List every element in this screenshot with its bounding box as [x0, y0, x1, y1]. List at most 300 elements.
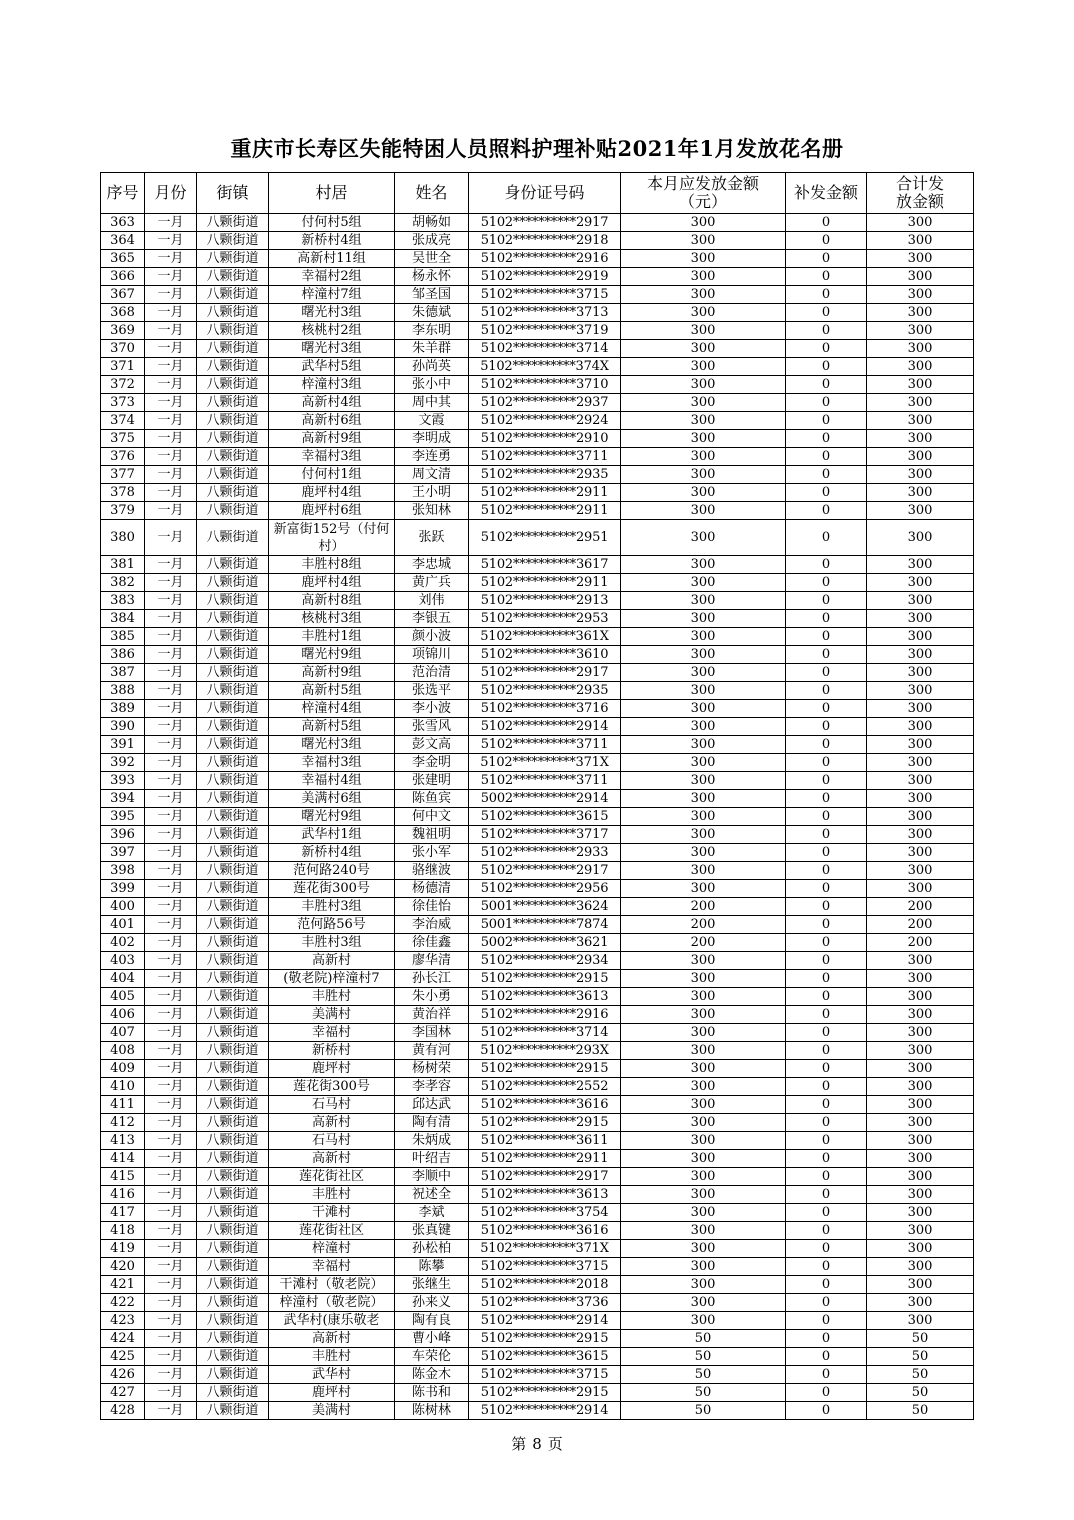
cell-name: 张知林 — [395, 502, 469, 520]
cell-id-number: 5102**********3715 — [469, 286, 621, 304]
cell-month: 一月 — [145, 1006, 197, 1024]
column-header: 序号 — [101, 173, 145, 214]
cell-village: 鹿坪村 — [269, 1384, 395, 1402]
cell-name: 朱德斌 — [395, 304, 469, 322]
cell-monthly-amount: 300 — [621, 1132, 786, 1150]
cell-street: 八颗街道 — [197, 430, 269, 448]
cell-id-number: 5102**********2937 — [469, 394, 621, 412]
table-row — [101, 772, 974, 790]
table-row — [101, 916, 974, 934]
cell-seq: 424 — [101, 1330, 145, 1348]
cell-id-number: 5102**********3615 — [469, 1348, 621, 1366]
cell-month: 一月 — [145, 232, 197, 250]
cell-name: 陈攀 — [395, 1258, 469, 1276]
cell-name: 颜小波 — [395, 628, 469, 646]
cell-id-number: 5102**********3736 — [469, 1294, 621, 1312]
cell-monthly-amount: 50 — [621, 1348, 786, 1366]
cell-back-pay: 0 — [786, 916, 867, 934]
column-header: 村居 — [269, 173, 395, 214]
cell-total: 300 — [867, 772, 974, 790]
cell-monthly-amount: 300 — [621, 1258, 786, 1276]
cell-village: 高新村11组 — [269, 250, 395, 268]
cell-month: 一月 — [145, 286, 197, 304]
cell-month: 一月 — [145, 700, 197, 718]
table-row — [101, 250, 974, 268]
cell-total: 300 — [867, 790, 974, 808]
table-row — [101, 304, 974, 322]
table-row — [101, 1078, 974, 1096]
cell-id-number: 5102**********3613 — [469, 1186, 621, 1204]
cell-name: 陶有良 — [395, 1312, 469, 1330]
cell-back-pay: 0 — [786, 772, 867, 790]
cell-name: 刘伟 — [395, 592, 469, 610]
cell-seq: 403 — [101, 952, 145, 970]
cell-back-pay: 0 — [786, 430, 867, 448]
table-row — [101, 484, 974, 502]
cell-monthly-amount: 300 — [621, 1312, 786, 1330]
cell-total: 300 — [867, 880, 974, 898]
cell-total: 300 — [867, 592, 974, 610]
cell-street: 八颗街道 — [197, 448, 269, 466]
cell-village: 鹿坪村4组 — [269, 484, 395, 502]
cell-monthly-amount: 300 — [621, 1096, 786, 1114]
cell-village: 高新村5组 — [269, 682, 395, 700]
table-row — [101, 862, 974, 880]
cell-id-number: 5102**********2934 — [469, 952, 621, 970]
cell-total: 300 — [867, 1060, 974, 1078]
cell-name: 廖华清 — [395, 952, 469, 970]
cell-village: 幸福村2组 — [269, 268, 395, 286]
table-row — [101, 448, 974, 466]
cell-back-pay: 0 — [786, 1240, 867, 1258]
cell-name: 邱达武 — [395, 1096, 469, 1114]
cell-village: 丰胜村 — [269, 988, 395, 1006]
cell-name: 徐佳怡 — [395, 898, 469, 916]
cell-month: 一月 — [145, 448, 197, 466]
cell-back-pay: 0 — [786, 1114, 867, 1132]
cell-monthly-amount: 300 — [621, 862, 786, 880]
cell-village: 梓潼村 — [269, 1240, 395, 1258]
cell-monthly-amount: 300 — [621, 268, 786, 286]
cell-back-pay: 0 — [786, 1186, 867, 1204]
cell-street: 八颗街道 — [197, 970, 269, 988]
cell-back-pay: 0 — [786, 952, 867, 970]
cell-monthly-amount: 300 — [621, 1168, 786, 1186]
table-row — [101, 970, 974, 988]
cell-street: 八颗街道 — [197, 286, 269, 304]
cell-village: 石马村 — [269, 1096, 395, 1114]
cell-month: 一月 — [145, 898, 197, 916]
cell-back-pay: 0 — [786, 394, 867, 412]
table-row — [101, 268, 974, 286]
cell-back-pay: 0 — [786, 736, 867, 754]
cell-monthly-amount: 300 — [621, 502, 786, 520]
cell-seq: 373 — [101, 394, 145, 412]
cell-village: 美满村6组 — [269, 790, 395, 808]
cell-id-number: 5102**********3617 — [469, 556, 621, 574]
cell-village: 高新村6组 — [269, 412, 395, 430]
cell-id-number: 5102**********2915 — [469, 1060, 621, 1078]
cell-id-number: 5102**********3714 — [469, 1024, 621, 1042]
cell-back-pay: 0 — [786, 520, 867, 556]
cell-month: 一月 — [145, 1294, 197, 1312]
table-row — [101, 232, 974, 250]
cell-total: 300 — [867, 448, 974, 466]
cell-monthly-amount: 300 — [621, 754, 786, 772]
cell-back-pay: 0 — [786, 754, 867, 772]
cell-street: 八颗街道 — [197, 988, 269, 1006]
cell-name: 李斌 — [395, 1204, 469, 1222]
cell-back-pay: 0 — [786, 574, 867, 592]
table-row — [101, 214, 974, 232]
cell-name: 车荣伦 — [395, 1348, 469, 1366]
cell-name: 陶有清 — [395, 1114, 469, 1132]
cell-month: 一月 — [145, 304, 197, 322]
cell-back-pay: 0 — [786, 358, 867, 376]
cell-street: 八颗街道 — [197, 214, 269, 232]
cell-monthly-amount: 300 — [621, 988, 786, 1006]
roster-table — [100, 172, 974, 1420]
cell-monthly-amount: 300 — [621, 970, 786, 988]
cell-month: 一月 — [145, 1276, 197, 1294]
cell-street: 八颗街道 — [197, 1258, 269, 1276]
cell-name: 杨德清 — [395, 880, 469, 898]
cell-back-pay: 0 — [786, 286, 867, 304]
cell-total: 300 — [867, 1222, 974, 1240]
cell-total: 300 — [867, 718, 974, 736]
cell-back-pay: 0 — [786, 1258, 867, 1276]
cell-total: 300 — [867, 376, 974, 394]
cell-back-pay: 0 — [786, 826, 867, 844]
cell-monthly-amount: 300 — [621, 718, 786, 736]
cell-back-pay: 0 — [786, 664, 867, 682]
cell-name: 祝述全 — [395, 1186, 469, 1204]
table-row — [101, 754, 974, 772]
cell-back-pay: 0 — [786, 1060, 867, 1078]
cell-back-pay: 0 — [786, 862, 867, 880]
cell-monthly-amount: 300 — [621, 1186, 786, 1204]
cell-village: 范何路240号 — [269, 862, 395, 880]
column-header: 身份证号码 — [469, 173, 621, 214]
cell-month: 一月 — [145, 394, 197, 412]
cell-back-pay: 0 — [786, 1168, 867, 1186]
cell-monthly-amount: 300 — [621, 430, 786, 448]
cell-name: 周文清 — [395, 466, 469, 484]
cell-seq: 418 — [101, 1222, 145, 1240]
cell-total: 300 — [867, 1096, 974, 1114]
cell-monthly-amount: 300 — [621, 448, 786, 466]
cell-name: 张小军 — [395, 844, 469, 862]
table-row — [101, 394, 974, 412]
cell-street: 八颗街道 — [197, 1294, 269, 1312]
cell-month: 一月 — [145, 574, 197, 592]
cell-name: 张真键 — [395, 1222, 469, 1240]
cell-street: 八颗街道 — [197, 772, 269, 790]
cell-seq: 364 — [101, 232, 145, 250]
cell-seq: 384 — [101, 610, 145, 628]
cell-seq: 404 — [101, 970, 145, 988]
cell-seq: 392 — [101, 754, 145, 772]
cell-name: 张成亮 — [395, 232, 469, 250]
cell-id-number: 5102**********2917 — [469, 664, 621, 682]
cell-monthly-amount: 300 — [621, 520, 786, 556]
cell-back-pay: 0 — [786, 1150, 867, 1168]
cell-id-number: 5102**********2916 — [469, 250, 621, 268]
cell-total: 300 — [867, 952, 974, 970]
cell-month: 一月 — [145, 412, 197, 430]
cell-village: (敬老院)梓潼村7 — [269, 970, 395, 988]
cell-month: 一月 — [145, 1114, 197, 1132]
cell-id-number: 5102**********3610 — [469, 646, 621, 664]
cell-seq: 401 — [101, 916, 145, 934]
cell-total: 50 — [867, 1330, 974, 1348]
cell-month: 一月 — [145, 250, 197, 268]
cell-name: 张继生 — [395, 1276, 469, 1294]
cell-monthly-amount: 300 — [621, 826, 786, 844]
cell-street: 八颗街道 — [197, 268, 269, 286]
cell-seq: 396 — [101, 826, 145, 844]
cell-month: 一月 — [145, 1096, 197, 1114]
table-row — [101, 1384, 974, 1402]
cell-month: 一月 — [145, 556, 197, 574]
cell-village: 梓潼村4组 — [269, 700, 395, 718]
cell-village: 武华村 — [269, 1366, 395, 1384]
cell-village: 武华村5组 — [269, 358, 395, 376]
table-row — [101, 1024, 974, 1042]
table-row — [101, 1096, 974, 1114]
cell-total: 50 — [867, 1384, 974, 1402]
cell-total: 300 — [867, 484, 974, 502]
cell-street: 八颗街道 — [197, 232, 269, 250]
cell-monthly-amount: 300 — [621, 232, 786, 250]
table-header-row — [101, 173, 974, 214]
cell-monthly-amount: 300 — [621, 880, 786, 898]
cell-street: 八颗街道 — [197, 1312, 269, 1330]
table-row — [101, 646, 974, 664]
cell-id-number: 5102**********2916 — [469, 1006, 621, 1024]
cell-village: 高新村9组 — [269, 664, 395, 682]
cell-name: 吴世全 — [395, 250, 469, 268]
table-row — [101, 358, 974, 376]
cell-back-pay: 0 — [786, 340, 867, 358]
cell-street: 八颗街道 — [197, 322, 269, 340]
cell-month: 一月 — [145, 1384, 197, 1402]
cell-seq: 386 — [101, 646, 145, 664]
cell-name: 孙尚英 — [395, 358, 469, 376]
cell-monthly-amount: 200 — [621, 916, 786, 934]
cell-back-pay: 0 — [786, 1132, 867, 1150]
cell-month: 一月 — [145, 790, 197, 808]
cell-street: 八颗街道 — [197, 358, 269, 376]
table-row — [101, 700, 974, 718]
cell-id-number: 5102**********2018 — [469, 1276, 621, 1294]
cell-month: 一月 — [145, 934, 197, 952]
cell-month: 一月 — [145, 970, 197, 988]
cell-id-number: 5102**********3615 — [469, 808, 621, 826]
table-row — [101, 1042, 974, 1060]
cell-total: 300 — [867, 1312, 974, 1330]
cell-month: 一月 — [145, 916, 197, 934]
cell-seq: 427 — [101, 1384, 145, 1402]
cell-village: 高新村8组 — [269, 592, 395, 610]
column-header: 补发金额 — [786, 173, 867, 214]
cell-name: 杨树荣 — [395, 1060, 469, 1078]
cell-back-pay: 0 — [786, 1078, 867, 1096]
cell-total: 300 — [867, 1240, 974, 1258]
cell-seq: 395 — [101, 808, 145, 826]
cell-seq: 372 — [101, 376, 145, 394]
cell-village: 丰胜村3组 — [269, 934, 395, 952]
cell-month: 一月 — [145, 520, 197, 556]
cell-id-number: 5102**********2915 — [469, 1330, 621, 1348]
cell-back-pay: 0 — [786, 1024, 867, 1042]
cell-street: 八颗街道 — [197, 610, 269, 628]
cell-id-number: 5102**********2552 — [469, 1078, 621, 1096]
cell-street: 八颗街道 — [197, 1222, 269, 1240]
table-row — [101, 664, 974, 682]
table-row — [101, 1168, 974, 1186]
cell-seq: 385 — [101, 628, 145, 646]
cell-seq: 410 — [101, 1078, 145, 1096]
cell-month: 一月 — [145, 952, 197, 970]
cell-street: 八颗街道 — [197, 700, 269, 718]
cell-id-number: 5102**********3616 — [469, 1222, 621, 1240]
cell-street: 八颗街道 — [197, 1114, 269, 1132]
cell-total: 200 — [867, 898, 974, 916]
table-row — [101, 1222, 974, 1240]
cell-month: 一月 — [145, 754, 197, 772]
cell-back-pay: 0 — [786, 700, 867, 718]
cell-name: 李连勇 — [395, 448, 469, 466]
cell-monthly-amount: 300 — [621, 736, 786, 754]
table-row — [101, 898, 974, 916]
cell-back-pay: 0 — [786, 232, 867, 250]
cell-seq: 402 — [101, 934, 145, 952]
table-row — [101, 1114, 974, 1132]
cell-name: 李小波 — [395, 700, 469, 718]
cell-total: 300 — [867, 394, 974, 412]
cell-seq: 417 — [101, 1204, 145, 1222]
cell-village: 莲花街社区 — [269, 1222, 395, 1240]
cell-name: 张建明 — [395, 772, 469, 790]
cell-id-number: 5102**********3611 — [469, 1132, 621, 1150]
cell-street: 八颗街道 — [197, 592, 269, 610]
cell-id-number: 5102**********2914 — [469, 718, 621, 736]
cell-month: 一月 — [145, 268, 197, 286]
cell-seq: 374 — [101, 412, 145, 430]
cell-month: 一月 — [145, 682, 197, 700]
cell-monthly-amount: 300 — [621, 1222, 786, 1240]
cell-back-pay: 0 — [786, 376, 867, 394]
table-row — [101, 286, 974, 304]
cell-monthly-amount: 200 — [621, 934, 786, 952]
cell-monthly-amount: 300 — [621, 322, 786, 340]
cell-village: 曙光村3组 — [269, 304, 395, 322]
cell-back-pay: 0 — [786, 412, 867, 430]
cell-back-pay: 0 — [786, 592, 867, 610]
cell-street: 八颗街道 — [197, 1384, 269, 1402]
cell-month: 一月 — [145, 1060, 197, 1078]
cell-id-number: 5002**********3621 — [469, 934, 621, 952]
table-row — [101, 682, 974, 700]
cell-id-number: 5102**********3716 — [469, 700, 621, 718]
cell-month: 一月 — [145, 862, 197, 880]
cell-id-number: 5102**********2919 — [469, 268, 621, 286]
cell-total: 50 — [867, 1402, 974, 1420]
cell-street: 八颗街道 — [197, 1240, 269, 1258]
cell-id-number: 5102**********374X — [469, 358, 621, 376]
cell-monthly-amount: 300 — [621, 304, 786, 322]
cell-monthly-amount: 300 — [621, 1078, 786, 1096]
cell-village: 美满村 — [269, 1006, 395, 1024]
cell-total: 300 — [867, 556, 974, 574]
cell-month: 一月 — [145, 1150, 197, 1168]
cell-street: 八颗街道 — [197, 718, 269, 736]
cell-month: 一月 — [145, 808, 197, 826]
cell-name: 李金明 — [395, 754, 469, 772]
cell-monthly-amount: 300 — [621, 664, 786, 682]
cell-seq: 371 — [101, 358, 145, 376]
table-row — [101, 610, 974, 628]
cell-seq: 397 — [101, 844, 145, 862]
cell-total: 300 — [867, 358, 974, 376]
cell-street: 八颗街道 — [197, 304, 269, 322]
cell-id-number: 5102**********371X — [469, 1240, 621, 1258]
cell-total: 300 — [867, 430, 974, 448]
cell-back-pay: 0 — [786, 1384, 867, 1402]
cell-back-pay: 0 — [786, 304, 867, 322]
cell-street: 八颗街道 — [197, 808, 269, 826]
cell-street: 八颗街道 — [197, 1060, 269, 1078]
cell-total: 300 — [867, 1168, 974, 1186]
cell-monthly-amount: 300 — [621, 1204, 786, 1222]
cell-month: 一月 — [145, 628, 197, 646]
cell-month: 一月 — [145, 340, 197, 358]
cell-id-number: 5102**********2933 — [469, 844, 621, 862]
cell-name: 李明成 — [395, 430, 469, 448]
cell-street: 八颗街道 — [197, 664, 269, 682]
cell-village: 武华村1组 — [269, 826, 395, 844]
cell-id-number: 5102**********2915 — [469, 1384, 621, 1402]
cell-month: 一月 — [145, 1204, 197, 1222]
cell-id-number: 5102**********2913 — [469, 592, 621, 610]
cell-street: 八颗街道 — [197, 1276, 269, 1294]
table-row — [101, 1006, 974, 1024]
cell-seq: 426 — [101, 1366, 145, 1384]
cell-id-number: 5102**********3719 — [469, 322, 621, 340]
cell-seq: 412 — [101, 1114, 145, 1132]
cell-back-pay: 0 — [786, 268, 867, 286]
cell-back-pay: 0 — [786, 808, 867, 826]
cell-village: 鹿坪村4组 — [269, 574, 395, 592]
cell-back-pay: 0 — [786, 466, 867, 484]
cell-back-pay: 0 — [786, 1402, 867, 1420]
cell-street: 八颗街道 — [197, 1348, 269, 1366]
cell-village: 高新村 — [269, 1114, 395, 1132]
table-row — [101, 466, 974, 484]
cell-id-number: 5102**********2911 — [469, 574, 621, 592]
cell-back-pay: 0 — [786, 718, 867, 736]
page-number: 8 — [532, 1435, 542, 1453]
cell-month: 一月 — [145, 1366, 197, 1384]
cell-seq: 363 — [101, 214, 145, 232]
cell-back-pay: 0 — [786, 1222, 867, 1240]
cell-total: 300 — [867, 682, 974, 700]
cell-street: 八颗街道 — [197, 1168, 269, 1186]
cell-street: 八颗街道 — [197, 376, 269, 394]
cell-seq: 387 — [101, 664, 145, 682]
cell-id-number: 5102**********2911 — [469, 1150, 621, 1168]
